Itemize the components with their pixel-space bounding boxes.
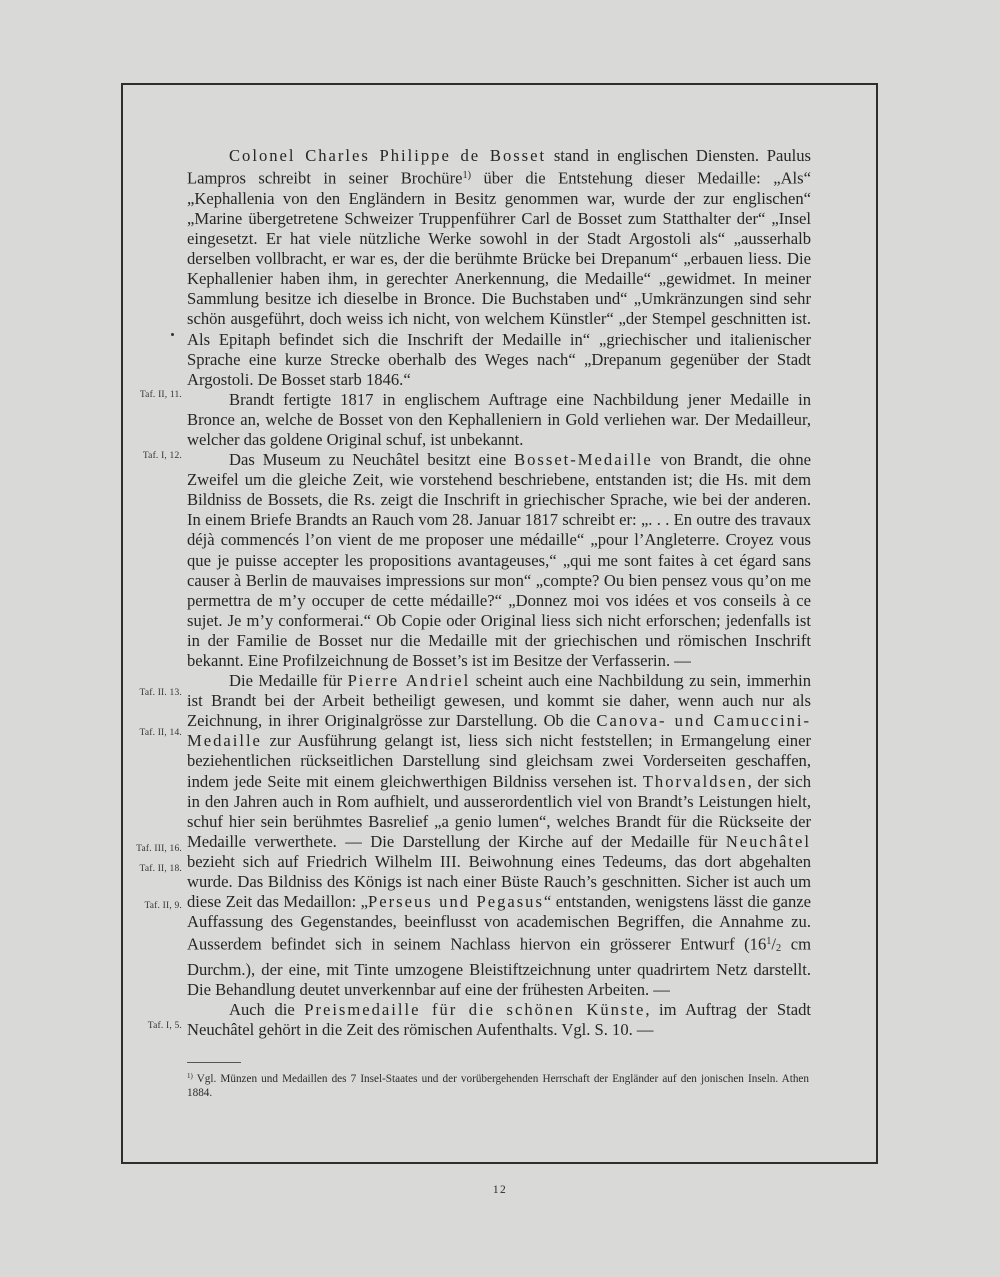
text-run: Thorvaldsen xyxy=(642,771,748,791)
text-run: 1) xyxy=(462,170,472,182)
text-run: Colonel Charles Philippe de Bosset xyxy=(229,146,547,165)
page-number: 12 xyxy=(492,1184,508,1196)
paragraph-bosset xyxy=(187,146,811,390)
text-run: scheint auch eine Nachbildung zu sein, immerhin ist Brandt bei der Arbeit betheiligt gewesen, und kommt sie daher, wenn auch nur als Zeichnung, in ihrer Originalgrösse zur Darstellung. Ob die xyxy=(187,671,811,731)
text-run: Das Museum zu Neuchâtel besitzt eine xyxy=(229,450,515,470)
text-run: von Brandt, die ohne Zweifel um die gleiche Zeit, wie vorstehend beschriebene, entstanden ist; die Hs. mit dem Bildniss de Bossets, die Rs. zeigt die Inschrift in griechischer Sprache, wie bei der anderen. In einem Briefe Brandts an Rauch vom 28. Januar 1817 schreibt er: „. . . En outre des travaux déjà commencés l’on vient de me proposer une médaille“ „pour l’Angleterre. Croyez vous que je puisse accepter les propositions avantageuses,“ „qui me sont faites à cet égard sans causer à Berlin de mauvaises impressions sur mon“ „compte? Ou bien pensez vous qu’on me permettra de m’y occuper de cette médaille?“ „Donnez moi vos idées et vos conseils à ce sujet. Je m’y conformerai.“ Ob Copie oder Original liess sich nicht erforschen; jedenfalls ist in der Familie de Bosset nur die Medaille mit der griechischen und römischen Inschrift bekannt. Eine Profilzeichnung de Bosset’s ist im Besitze der Verfasserin. — xyxy=(187,450,811,670)
footnote xyxy=(187,1069,809,1100)
margin-note: Taf. II, 9. xyxy=(144,901,182,911)
footnote-mark: 1) xyxy=(187,1072,193,1080)
margin-note: Taf. II, 18. xyxy=(139,864,182,874)
margin-note: Taf. I, 5. xyxy=(147,1021,182,1031)
text-run: “ entstanden, wenigstens lässt die ganze Auffassung des Gegenstandes, beeinflusst von academischen Begriffen, die Annahme zu. Ausserdem befindet sich in seinem Nachlass hiervon ein grösserer Entwurf (16 xyxy=(187,892,812,954)
margin-note: Taf. III, 16. xyxy=(136,844,182,854)
text-run: über die Entstehung dieser Medaille: „Als“ „Kephallenia von den Engländern in Besitz genommen war, wurde der zur englischen“ „Marine übergetretene Schweizer Truppenführer Carl de Bosset zum Statthalter der“ „Insel eingesetzt. Er hat viele nützliche Werke sowohl in der Stadt Argostoli als“ „ausserhalb derselben vollbracht, er war es, der die berühmte Brücke bei Drepanum“ „erbauen liess. Die Kephallenier haben ihm, in gerechter Anerkennung, die Medaille“ „gewidmet. In meiner Sammlung besitze ich dieselbe in Bronce. Die Buchstaben und“ „Umkränzungen sind sehr schön ausgeführt, doch weiss ich nicht, von welchem Künstler“ „der Stempel geschnitten ist. Als Epitaph befindet sich die Inschrift der Medaille in“ „griechischer und italienischer Sprache eine kurze Strecke oberhalb des Weges nach“ „Drepanum gegenüber der Stadt Argostoli. De Bosset starb 1846.“ xyxy=(187,168,811,389)
text-run: Pierre Andriel xyxy=(347,671,471,691)
footnote-text: Vgl. Münzen und Medaillen des 7 Insel-Staates und der vorübergehenden Herrschaft der Engländer auf den jonischen Inseln. Athen 1884. xyxy=(187,1072,809,1099)
text-run: 1 xyxy=(766,936,772,948)
paragraph-preismedaille xyxy=(187,1000,811,1040)
margin-note: Taf. I, 12. xyxy=(142,451,182,461)
footnote-rule xyxy=(187,1062,241,1063)
text-run: cm Durchm.), der eine, mit Tinte umzogene Bleistiftzeichnung unter quadrirtem Netz darstellt. Die Behandlung deutet unverkennbar auf eine der frühesten Arbeiten. — xyxy=(187,934,812,999)
paragraph-brandt-nachbildung xyxy=(187,390,811,450)
text-run: Auch die xyxy=(229,999,305,1019)
text-run: stand in englischen Diensten. Paulus Lampros schreibt in seiner Brochüre xyxy=(187,146,811,188)
text-run: , im Auftrag der Stadt Neuchâtel gehört in die Zeit des römischen Aufenthalts. Vgl. S. 10. — xyxy=(187,999,811,1039)
text-run: Neuchâtel xyxy=(725,831,811,851)
text-run: Preismedaille für die schönen Künste xyxy=(304,999,646,1019)
margin-note: Taf. II, 11. xyxy=(139,390,182,400)
paragraph-museum-neuchatel xyxy=(187,450,811,671)
text-run: / xyxy=(771,934,777,954)
text-run: 2 xyxy=(776,943,782,955)
margin-note: Taf. II, 14. xyxy=(139,728,182,738)
margin-note: Taf. II. 13. xyxy=(139,688,182,698)
text-run: Bosset-Medaille xyxy=(514,450,653,470)
text-run: Die Medaille für xyxy=(229,671,348,691)
text-run: Canova- und Camuccini-Medaille xyxy=(187,711,811,751)
text-run: Perseus und Pegasus xyxy=(368,892,544,912)
text-run: bezieht sich auf Friedrich Wilhelm III. Beiwohnung eines Tedeums, das dort abgehalten wurde. Das Bildniss des Königs ist nach einer Büste Rauch’s geschnitten. Sicher ist auch um diese Zeit das Medaillon: „ xyxy=(187,851,811,912)
paragraph-andriel xyxy=(187,671,811,1000)
text-run: Brandt fertigte 1817 in englischem Auftrage eine Nachbildung jener Medaille in Bronce an, welche de Bosset von den Kephalleniern in Gold verliehen war. Der Medailleur, welcher das goldene Original schuf, ist unbekannt. xyxy=(187,389,811,449)
body-text xyxy=(187,146,811,1040)
ink-speck xyxy=(171,333,174,336)
text-run: zur Ausführung gelangt ist, liess sich nicht feststellen; in Ermangelung einer beziehentlichen rückseitlichen Darstellung sind gleichsam zwei Vorderseiten geschaffen, indem jede Seite mit einem gleichwerthigen Bildniss versehen ist. xyxy=(187,731,811,791)
text-run: , der sich in den Jahren auch in Rom aufhielt, und ausserordentlich viel von Brandt’s Leistungen hielt, schuf hier sein berühmtes Basrelief „a genio lumen“, welches Brandt für die Rückseite der Medaille verwerthete. — Die Darstellung der Kirche auf der Medaille für xyxy=(187,771,811,851)
